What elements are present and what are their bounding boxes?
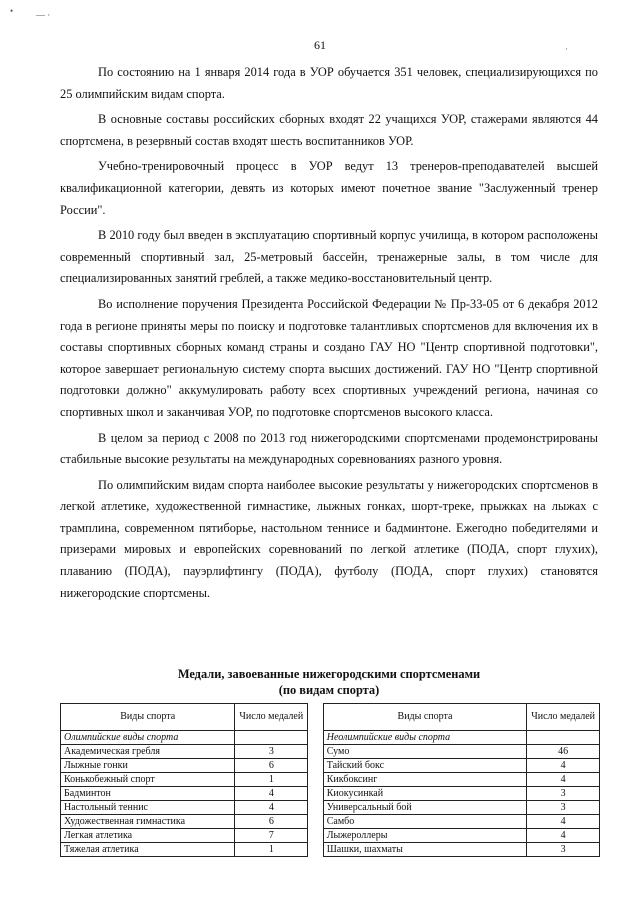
medals-table bbox=[60, 703, 600, 857]
table-row bbox=[61, 759, 600, 773]
empty-cell bbox=[527, 731, 600, 745]
table-row bbox=[61, 843, 600, 857]
olympic-medals: 4 bbox=[235, 787, 308, 801]
table-gap bbox=[308, 731, 324, 745]
table-gap bbox=[308, 801, 324, 815]
nonolympic-medals: 3 bbox=[527, 787, 600, 801]
table-row bbox=[61, 787, 600, 801]
olympic-medals: 6 bbox=[235, 759, 308, 773]
nonolympic-medals: 4 bbox=[527, 829, 600, 843]
table-gap bbox=[308, 773, 324, 787]
table-gap bbox=[308, 745, 324, 759]
nonolympic-medals: 4 bbox=[527, 815, 600, 829]
table-row bbox=[61, 801, 600, 815]
nonolympic-sport: Кикбоксинг bbox=[323, 773, 527, 787]
olympic-sport: Настольный теннис bbox=[61, 801, 235, 815]
nonolympic-sport: Сумо bbox=[323, 745, 527, 759]
olympic-sport: Тяжелая атлетика bbox=[61, 843, 235, 857]
table-title-line1: Медали, завоеванные нижегородскими спортсменами bbox=[177, 667, 481, 681]
olympic-sport: Академическая гребля bbox=[61, 745, 235, 759]
table-title bbox=[60, 666, 598, 698]
olympic-category-label: Олимпийские виды спорта bbox=[61, 731, 235, 745]
olympic-medals: 6 bbox=[235, 815, 308, 829]
olympic-sport: Бадминтон bbox=[61, 787, 235, 801]
table-row bbox=[61, 829, 600, 843]
paragraph-7: По олимпийским видам спорта наиболее высокие результаты у нижегородских спортсменов в легкой атлетике, художественной гимнастике, лыжных гонках, шорт-треке, прыжках на лыжах с трамплина, современном пятиборье, настольном теннисе и бадминтоне. Ежегодно победителями и призерами мировых и европейских соревнований по легкой атлетике (ПОДА, спорт глухих), плаванию (ПОДА), пауэрлифтингу (ПОДА), футболу (ПОДА, спорт глухих) становятся нижегородские спортсмены. bbox=[60, 477, 598, 600]
nonolympic-medals: 46 bbox=[527, 745, 600, 759]
olympic-sport: Художественная гимнастика bbox=[61, 815, 235, 829]
scan-mark-top-right: · bbox=[565, 44, 568, 54]
scan-mark-top-left-dash: — · bbox=[36, 10, 51, 20]
olympic-sport: Конькобежный спорт bbox=[61, 773, 235, 787]
nonolympic-sport: Лыжероллеры bbox=[323, 829, 527, 843]
olympic-medals: 1 bbox=[235, 773, 308, 787]
nonolympic-category-label: Неолимпийские виды спорта bbox=[323, 731, 527, 745]
olympic-medals: 1 bbox=[235, 843, 308, 857]
nonolympic-medals: 4 bbox=[527, 759, 600, 773]
table-gap bbox=[308, 704, 324, 731]
paragraph-3: Учебно-тренировочный процесс в УОР ведут 13 тренеров-преподавателей высшей квалификационной категории, девять из которых имеют почетное звание "Заслуженный тренер России". bbox=[60, 159, 598, 217]
scan-mark-top-left: • bbox=[10, 6, 14, 16]
olympic-medals: 7 bbox=[235, 829, 308, 843]
olympic-medals: 3 bbox=[235, 745, 308, 759]
page-number: 61 bbox=[314, 38, 326, 52]
olympic-sport: Легкая атлетика bbox=[61, 829, 235, 843]
body-text bbox=[60, 62, 598, 608]
olympic-sport: Лыжные гонки bbox=[61, 759, 235, 773]
header-sport-olympic: Виды спорта bbox=[61, 704, 235, 731]
empty-cell bbox=[235, 731, 308, 745]
table-gap bbox=[308, 829, 324, 843]
nonolympic-sport: Универсальный бой bbox=[323, 801, 527, 815]
nonolympic-medals: 3 bbox=[527, 843, 600, 857]
nonolympic-sport: Киокусинкай bbox=[323, 787, 527, 801]
nonolympic-sport: Самбо bbox=[323, 815, 527, 829]
paragraph-6: В целом за период с 2008 по 2013 год нижегородскими спортсменами продемонстрированы стабильные высокие результаты на международных соревнованиях разного уровня. bbox=[60, 430, 598, 467]
table-category-row bbox=[61, 731, 600, 745]
table-row bbox=[61, 745, 600, 759]
table-gap bbox=[308, 787, 324, 801]
paragraph-4: В 2010 году был введен в эксплуатацию спортивный корпус училища, в котором расположены современный спортивный зал, 25-метровый бассейн, тренажерные залы, в том числе для специализированных занятий греблей, а также медико-восстановительный центр. bbox=[60, 228, 598, 286]
table-title-line2: (по видам спорта) bbox=[278, 683, 380, 697]
header-sport-nonolympic: Виды спорта bbox=[323, 704, 527, 731]
table-row bbox=[61, 773, 600, 787]
paragraph-1: По состоянию на 1 января 2014 года в УОР обучается 351 человек, специализирующихся по 25 олимпийским видам спорта. bbox=[60, 65, 598, 101]
nonolympic-sport: Тайский бокс bbox=[323, 759, 527, 773]
paragraph-5: Во исполнение поручения Президента Российской Федерации № Пр-33-05 от 6 декабря 2012 года в регионе приняты меры по поиску и подготовке талантливых спортсменов для включения их в составы спортивных сборных команд страны и создано ГАУ НО "Центр спортивной подготовки", которое завершает региональную систему спорта высших достижений. ГАУ НО "Центр спортивной подготовки должно" аккумулировать работу всех спортивных учреждений региона, начиная со спортивных школ и заканчивая УОР, по подготовке спортсменов высокого класса. bbox=[60, 296, 598, 419]
nonolympic-sport: Шашки, шахматы bbox=[323, 843, 527, 857]
nonolympic-medals: 4 bbox=[527, 773, 600, 787]
table-gap bbox=[308, 759, 324, 773]
header-medals-olympic: Число медалей bbox=[235, 704, 308, 731]
table-header-row bbox=[61, 704, 600, 731]
table-gap bbox=[308, 815, 324, 829]
table-gap bbox=[308, 843, 324, 857]
header-medals-nonolympic: Число медалей bbox=[527, 704, 600, 731]
olympic-medals: 4 bbox=[235, 801, 308, 815]
nonolympic-medals: 3 bbox=[527, 801, 600, 815]
paragraph-2: В основные составы российских сборных входят 22 учащихся УОР, стажерами являются 44 спортсмена, в резервный состав входят шесть воспитанников УОР. bbox=[60, 112, 598, 148]
table-row bbox=[61, 815, 600, 829]
